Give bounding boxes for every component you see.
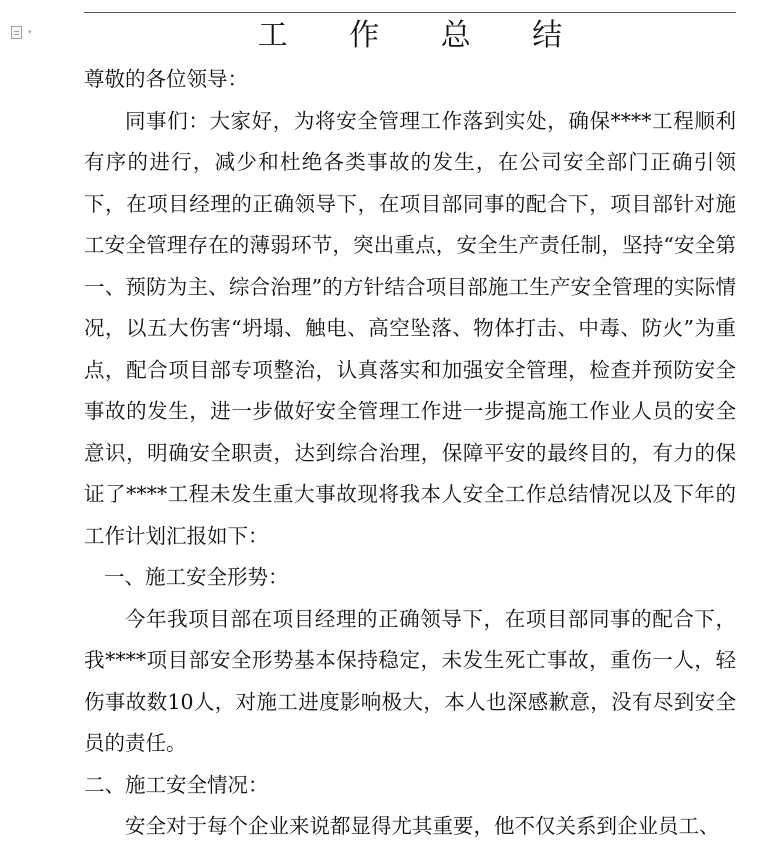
document-page <box>84 14 736 848</box>
intro-paragraph: 同事们：大家好，为将安全管理工作落到实处，确保****工程顺利有序的进行，减少和杜绝各类事故的发生，在公司安全部门正确引领下，在项目经理的正确领导下，在项目部同事的配合下，项目部针对施工安全管理存在的薄弱环节，突出重点，安全生产责任制，坚持“安全第一、预防为主、综合治理”的方针结合项目部施工生产安全管理的实际情况，以五大伤害“坍塌、触电、高空坠落、物体打击、中毒、防火”为重点，配合项目部专项整治，认真落实和加强安全管理，检查并预防安全事故的发生，进一步做好安全管理工作进一步提高施工作业人员的安全意识，明确安全职责，达到综合治理，保障平安的最终目的，有力的保证了****工程未发生重大事故现将我本人安全工作总结情况以及下年的工作计划汇报如下： <box>84 108 736 548</box>
chevron-down-icon[interactable]: ▾ <box>28 28 32 36</box>
section1-paragraph: 今年我项目部在项目经理的正确领导下，在项目部同事的配合下，我****项目部安全形势基本保持稳定，未发生死亡事故，重伤一人，轻伤事故数10人，对施工进度影响极大，本人也深感歉意，没有尽到安全员的责任。 <box>84 606 736 755</box>
section-heading-2: 二、施工安全情况： <box>84 772 269 797</box>
section-heading-1: 一、施工安全形势： <box>104 565 289 589</box>
section2-paragraph: 安全对于每个企业来说都显得尤其重要，他不仅关系到企业员工、 <box>125 814 720 838</box>
greeting: 尊敬的各位领导： <box>84 67 248 91</box>
document-title: 工 作 总 结 <box>257 18 589 53</box>
document-icon[interactable] <box>11 26 22 39</box>
page-top-border <box>84 12 736 13</box>
